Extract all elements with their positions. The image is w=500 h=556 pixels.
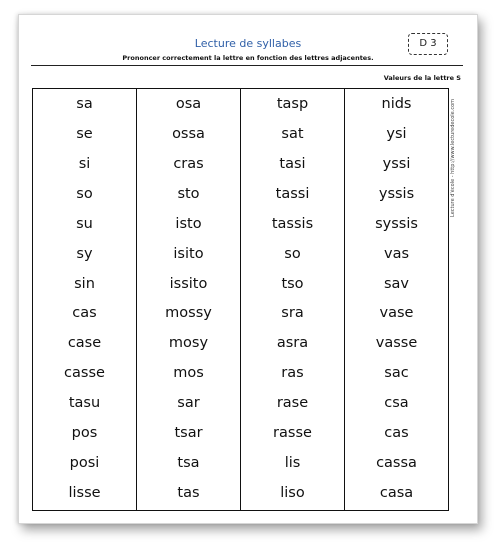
- syllable-cell: osa: [175, 96, 202, 112]
- syllable-cell: lisse: [68, 484, 101, 501]
- syllable-cell: pos: [71, 425, 98, 442]
- syllable-cell: rasse: [273, 425, 312, 442]
- syllable-cell: vasse: [375, 335, 418, 352]
- syllable-cell: sra: [281, 305, 304, 322]
- syllable-cell: casse: [64, 365, 105, 382]
- syllable-cell: yssi: [382, 155, 411, 172]
- syllable-cell: case: [67, 335, 102, 352]
- syllable-cell: mos: [173, 365, 204, 382]
- syllable-column: [345, 89, 448, 510]
- syllable-column: [33, 89, 137, 510]
- syllable-column: [137, 89, 241, 510]
- syllable-cell: tasp: [276, 96, 309, 112]
- syllable-cell: sav: [383, 275, 410, 292]
- syllable-cell: sy: [76, 245, 93, 262]
- syllable-cell: sto: [177, 185, 200, 202]
- instruction-text: Prononcer correctement la lettre en fonction des lettres adjacentes.: [122, 54, 374, 62]
- syllable-cell: tas: [177, 484, 200, 501]
- syllable-cell: csa: [384, 395, 409, 412]
- syllable-cell: ras: [281, 365, 304, 382]
- syllable-cell: nids: [381, 96, 412, 112]
- side-credit-note: Lecture d'école - http://www.lecturedecole.com: [450, 98, 456, 217]
- syllable-cell: sar: [177, 395, 200, 412]
- worksheet-code-badge: D 3: [408, 33, 448, 55]
- syllable-cell: so: [76, 185, 93, 202]
- syllable-cell: tasu: [68, 395, 101, 412]
- header-divider: [31, 65, 463, 66]
- syllable-cell: rase: [276, 395, 309, 412]
- syllable-cell: cras: [173, 155, 204, 172]
- syllable-cell: liso: [280, 484, 305, 501]
- values-label: Valeurs de la lettre S: [383, 74, 461, 82]
- syllable-cell: ossa: [172, 125, 205, 142]
- syllable-cell: casa: [379, 484, 414, 501]
- syllable-cell: tso: [281, 275, 304, 292]
- syllable-cell: tassi: [275, 185, 310, 202]
- syllable-cell: cas: [384, 425, 409, 442]
- syllable-cell: se: [76, 125, 93, 142]
- syllable-cell: posi: [69, 455, 100, 472]
- syllable-cell: sat: [281, 125, 304, 142]
- syllable-cell: tsa: [177, 455, 200, 472]
- syllable-cell: mosy: [168, 335, 209, 352]
- syllable-cell: sac: [384, 365, 409, 382]
- syllable-cell: vas: [383, 245, 410, 262]
- syllable-cell: isto: [175, 215, 202, 232]
- syllable-cell: vase: [379, 305, 414, 322]
- syllable-cell: isito: [173, 245, 204, 262]
- syllable-column: [241, 89, 345, 510]
- syllable-cell: tasi: [279, 155, 306, 172]
- syllable-cell: issito: [169, 275, 208, 292]
- syllable-cell: asra: [276, 335, 309, 352]
- syllable-cell: cas: [72, 305, 97, 322]
- page-title: Lecture de syllabes: [194, 37, 302, 50]
- syllable-cell: syssis: [375, 215, 418, 232]
- syllable-cell: lis: [284, 455, 301, 472]
- syllable-cell: ysi: [386, 125, 407, 142]
- syllable-cell: su: [76, 215, 93, 232]
- syllable-cell: tassis: [271, 215, 314, 232]
- syllable-cell: mossy: [165, 305, 212, 322]
- syllable-cell: so: [284, 245, 301, 262]
- syllable-cell: sa: [76, 96, 93, 112]
- syllable-cell: si: [78, 155, 91, 172]
- syllable-cell: sin: [74, 275, 95, 292]
- syllable-table: [32, 88, 449, 511]
- syllable-cell: cassa: [376, 455, 417, 472]
- syllable-cell: tsar: [174, 425, 203, 442]
- syllable-cell: yssis: [378, 185, 415, 202]
- worksheet-page: [18, 14, 478, 524]
